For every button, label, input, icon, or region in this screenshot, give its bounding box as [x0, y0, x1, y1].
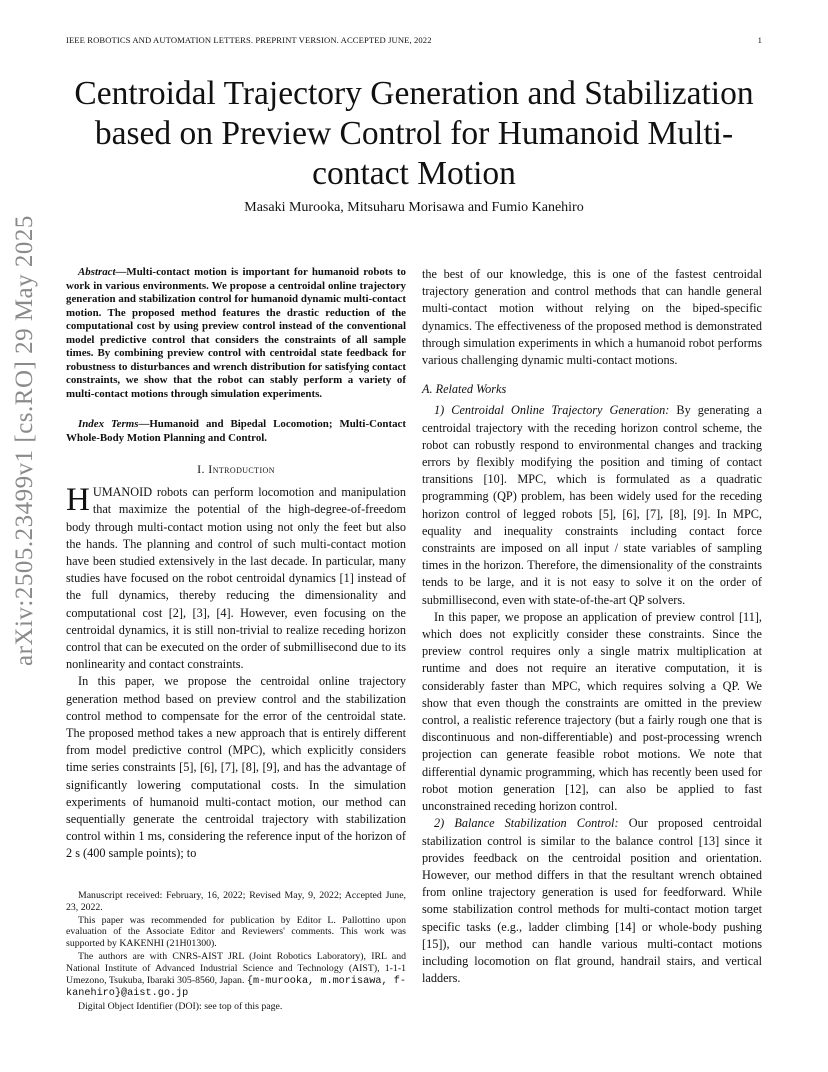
author-emails[interactable]: {m-murooka, m.morisawa, f-kanehiro}@aist.go.jp	[66, 975, 406, 1000]
section-heading-related-works: A. Related Works	[422, 382, 507, 397]
footnote-editor: This paper was recommended for publication by Editor L. Pallottino upon evaluation of the Associate Editor and Reviewers' comments. This work was supported by KAKENHI (21H01300).	[66, 914, 406, 950]
related-sub2-label: 2) Balance Stabilization Control:	[434, 816, 619, 831]
footnotes	[66, 890, 406, 1014]
left-column	[66, 266, 406, 863]
section-heading-introduction: I. Introduction	[197, 462, 275, 476]
footnote-doi: Digital Object Identifier (DOI): see top of this page.	[78, 1001, 283, 1013]
footnote-received: Manuscript received: February, 16, 2022; Revised May, 9, 2022; Accepted June, 23, 2022.	[66, 890, 406, 913]
arxiv-id: arXiv:2505.23499v1 [cs.RO] 29 May 2025	[11, 215, 38, 666]
intro-paragraph-1	[66, 484, 406, 673]
abstract-label: Abstract	[78, 266, 116, 278]
page-number: 1	[757, 35, 762, 45]
footnote-affiliation	[66, 951, 406, 1000]
related-sub1-text: By generating a centroidal trajectory with the receding horizon control scheme, the robot can robustly respond to environmental changes and tracking errors by flexibly modifying the position and timing of contact transitions [10]. MPC, which is formulated as a quadratic programming (QP) problem, has been widely used for the receding horizon control of legged robots [5], [6], [7], [8], [9]. In MPC, equality and inequality constraints including contact force constraints are imposed on all input / state variables of sampling times in the horizon. Therefore, the dimensionality of the constraints tends to be large, and it is not easy to solve it on the order of submillisecond, even with state-of-the-art QP solvers.	[422, 403, 762, 607]
drop-cap: H	[66, 482, 90, 519]
related-sub1	[422, 402, 762, 608]
right-column	[422, 266, 762, 987]
intro-paragraph-1-text: UMANOID robots can perform locomotion and manipulation that maximize the potential of the high-degree-of-freedom body through multi-contact motion using not only the feet but also the hands. The planning and control of such multi-contact motion have been studied extensively in the last decade. In particular, many studies have focused on the robot centroidal dynamics [1] instead of the full dynamics, thereby reducing the dimensionality and computational cost [2], [3], [4]. However, even focusing on the centroidal dynamics, it is still non-trivial to realize receding horizon control that can be executed on the order of submillisecond due to its nonlinearity and contact constraints.	[66, 485, 406, 672]
related-sub1-paragraph-2: In this paper, we propose an application of preview control [11], which does not explicitly consider these constraints. Since the preview control requires only a single matrix multiplication at runtime and does not require an iterative computation, it is considerably faster than MPC, which requires solving a QP. We show that even though the constraints are omitted in the preview control, a realistic reference trajectory (but a fairly rough one that is discontinuous and non-differentiable) and post-processing wrench projection can generate feasible robot motions. We note that differential dynamic programming, which has recently been used for robot motion generation [12], can also be applied to fast unconstrained receding horizon control.	[422, 609, 762, 814]
intro-paragraph-2: In this paper, we propose the centroidal online trajectory generation method based on preview control and the stabilization control method to compensate for the error of the centroidal state. The proposed method takes a new approach that is entirely different from model predictive control (MPC), which explicitly considers time series constraints [5], [6], [7], [8], [9], and has the advantage of significantly lowering computational costs. In the simulation experiments of humanoid multi-contact motion, our method can sequentially generate the centroidal trajectory with stabilization control within 1 ms, considering the reference input of the horizon of 2 s (400 sample points); to	[66, 674, 406, 861]
paper-title: Centroidal Trajectory Generation and Stabilization based on Preview Control for Humanoid Multi-contact Motion	[74, 75, 754, 192]
intro-paragraph-2-continued: the best of our knowledge, this is one of the fastest centroidal trajectory generation and control methods that can handle general multi-contact motion without relying on the biped-specific dynamics. The effectiveness of the proposed method is demonstrated through simulation experiments in which a humanoid robot performs various challenging dynamic multi-contact motions.	[422, 267, 762, 368]
running-header	[66, 35, 762, 47]
footnote-affiliation-text: The authors are with CNRS-AIST JRL (Joint Robotics Laboratory), IRL and National Institute of Advanced Industrial Science and Technology (AIST), 1-1-1 Umezono, Tsukuba, Ibaraki 305-8560, Japan.	[66, 950, 406, 986]
related-sub1-label: 1) Centroidal Online Trajectory Generation:	[434, 403, 670, 418]
index-terms-text: —Humanoid and Bipedal Locomotion; Multi-Contact Whole-Body Motion Planning and Control.	[66, 418, 406, 444]
index-terms-label: Index Terms	[78, 418, 139, 430]
journal-header: IEEE ROBOTICS AND AUTOMATION LETTERS. PREPRINT VERSION. ACCEPTED JUNE, 2022	[66, 35, 432, 45]
related-sub2-text: Our proposed centroidal stabilization control is similar to the balance control [13] since it provides feedback on the centroidal position and orientation. However, our method differs in that the resultant wrench obtained from online trajectory generation is used for feedforward. While some stabilization control methods for multi-contact motion target specific tasks (e.g., ladder climbing [14] or whole-body pushing [15]), our method can handle various multi-contact motions including locomotion on flat ground, handrail stairs, and vertical ladders.	[422, 816, 762, 986]
abstract-text: —Multi-contact motion is important for humanoid robots to work in various environments. We propose a centroidal online trajectory generation and stabilization control for humanoid dynamic multi-contact motion. The proposed method features the drastic reduction of the computational cost by using preview control instead of the conventional model predictive control that considers the constraints of all sample times. By combining preview control with centroidal state feedback for robustness to disturbances and wrench distribution for satisfying contact constraints, we show that the robot can stably perform a variety of multi-contact motions through simulation experiments.	[66, 266, 406, 400]
author-list: Masaki Murooka, Mitsuharu Morisawa and Fumio Kanehiro	[244, 200, 584, 215]
related-sub2	[422, 815, 762, 987]
abstract	[66, 266, 406, 401]
index-terms	[66, 418, 406, 445]
